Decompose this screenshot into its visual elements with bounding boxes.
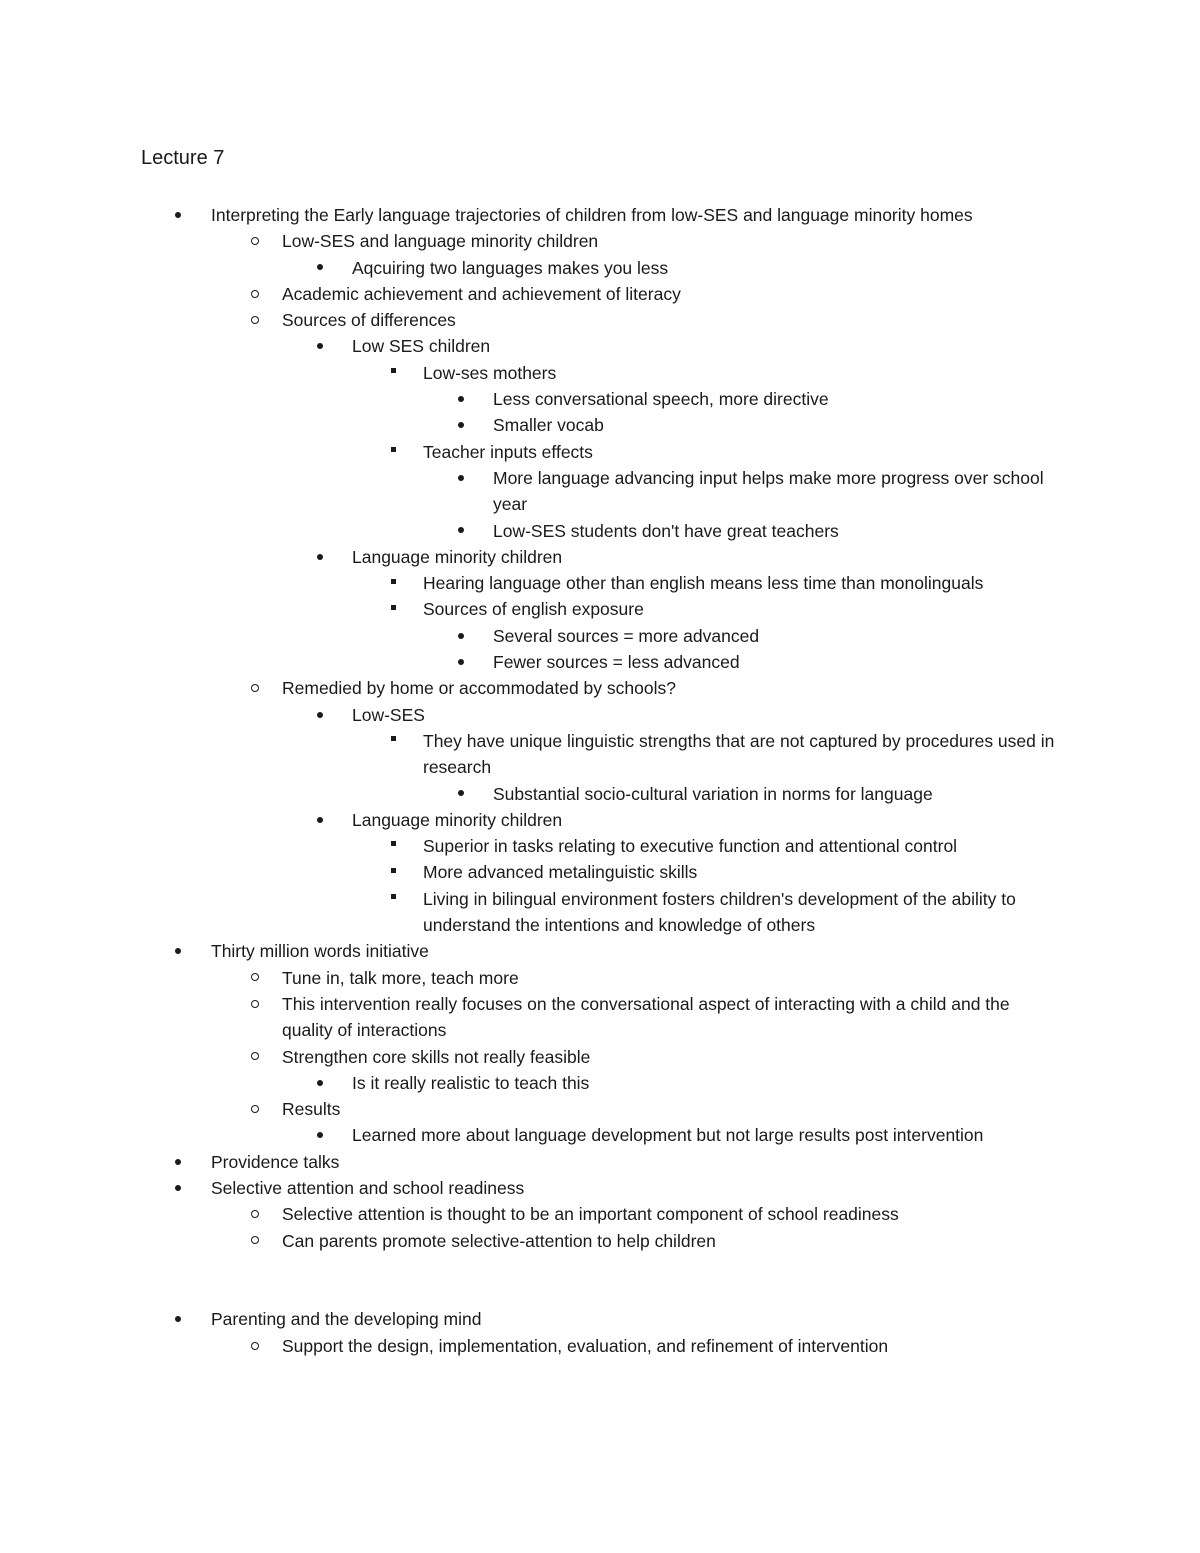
outline-item-text: Selective attention and school readiness (211, 1177, 525, 1198)
bullet-square-icon (386, 859, 400, 885)
outline-item-level-3 (0, 807, 1200, 833)
bullet-dot-icon (313, 1122, 327, 1148)
outline-item-text: Aqcuiring two languages makes you less (352, 257, 669, 278)
outline-item-text: Low-ses mothers (423, 362, 557, 383)
outline-item-text: This intervention really focuses on the conversational aspect of interacting with a child and the quality of interactions (282, 993, 1010, 1041)
outline-item-level-1 (0, 938, 1200, 964)
bullet-dot-icon (171, 202, 185, 228)
outline-item-level-2 (0, 1096, 1200, 1122)
bullet-dot-icon (454, 386, 468, 412)
outline-item-text: Sources of differences (282, 310, 456, 331)
outline-item-text: Low SES children (352, 336, 491, 357)
outline-item-level-2 (0, 1228, 1200, 1254)
outline-item-text: Academic achievement and achievement of literacy (282, 283, 681, 304)
outline-item-text: Strengthen core skills not really feasible (282, 1046, 591, 1067)
outline-list (0, 202, 1200, 1359)
bullet-circle-icon (248, 281, 262, 307)
outline-item-level-2 (0, 1044, 1200, 1070)
outline-item-text: Superior in tasks relating to executive function and attentional control (423, 836, 958, 857)
outline-item-level-5 (0, 623, 1200, 649)
outline-item-text: Sources of english exposure (423, 599, 644, 620)
bullet-dot-icon (313, 702, 327, 728)
bullet-circle-icon (248, 1333, 262, 1359)
outline-item-level-1 (0, 1306, 1200, 1332)
outline-item-level-5 (0, 465, 1200, 518)
outline-item-text: Less conversational speech, more directive (493, 389, 829, 410)
outline-item-level-1 (0, 1175, 1200, 1201)
outline-item-level-2 (0, 1333, 1200, 1359)
outline-item-level-4 (0, 439, 1200, 465)
bullet-circle-icon (248, 307, 262, 333)
outline-item-level-4 (0, 859, 1200, 885)
bullet-circle-icon (248, 1096, 262, 1122)
outline-item-text: Interpreting the Early language trajectories of children from low-SES and language minority homes (211, 205, 973, 225)
bullet-circle-icon (248, 1228, 262, 1254)
outline-item-text: More advanced metalinguistic skills (423, 862, 698, 883)
outline-item-text: Results (282, 1099, 341, 1120)
outline-item-level-3 (0, 1122, 1200, 1148)
outline-item-text: Low-SES (352, 704, 425, 725)
outline-item-level-5 (0, 518, 1200, 544)
outline-item-text: Providence talks (211, 1151, 340, 1172)
outline-item-level-4 (0, 570, 1200, 596)
outline-item-text: Substantial socio-cultural variation in norms for language (493, 783, 933, 804)
outline-item-level-4 (0, 886, 1200, 939)
bullet-circle-icon (248, 228, 262, 254)
blank-line (0, 1254, 1200, 1307)
outline-item-level-5 (0, 412, 1200, 438)
outline-item-level-5 (0, 386, 1200, 412)
outline-item-text: Smaller vocab (493, 415, 604, 436)
bullet-square-icon (386, 596, 400, 622)
outline-item-text: Is it really realistic to teach this (352, 1072, 590, 1093)
outline-item-level-2 (0, 307, 1200, 333)
bullet-dot-icon (171, 1149, 185, 1175)
bullet-dot-icon (171, 938, 185, 964)
bullet-square-icon (386, 886, 400, 912)
bullet-dot-icon (171, 1306, 185, 1332)
bullet-dot-icon (313, 544, 327, 570)
outline-item-level-2 (0, 675, 1200, 701)
outline-item-level-2 (0, 965, 1200, 991)
bullet-dot-icon (454, 649, 468, 675)
bullet-square-icon (386, 833, 400, 859)
bullet-dot-icon (313, 1070, 327, 1096)
outline-item-text: Selective attention is thought to be an important component of school readiness (282, 1204, 899, 1225)
bullet-circle-icon (248, 675, 262, 701)
outline-item-level-5 (0, 781, 1200, 807)
bullet-dot-icon (313, 333, 327, 359)
outline-item-text: Several sources = more advanced (493, 625, 760, 646)
outline-item-level-4 (0, 728, 1200, 781)
outline-item-level-2 (0, 1201, 1200, 1227)
outline-item-level-4 (0, 596, 1200, 622)
outline-item-text: They have unique linguistic strengths that are not captured by procedures used in research (423, 730, 1055, 778)
bullet-square-icon (386, 570, 400, 596)
outline-item-level-4 (0, 833, 1200, 859)
outline-item-text: Tune in, talk more, teach more (282, 967, 519, 988)
bullet-circle-icon (248, 1201, 262, 1227)
outline-item-level-3 (0, 544, 1200, 570)
outline-item-text: Parenting and the developing mind (211, 1309, 482, 1330)
bullet-dot-icon (313, 255, 327, 281)
outline-item-text: Language minority children (352, 546, 563, 567)
bullet-dot-icon (454, 412, 468, 438)
outline-item-text: Can parents promote selective-attention to help children (282, 1230, 716, 1251)
outline-item-text: Thirty million words initiative (211, 941, 429, 962)
bullet-dot-icon (454, 781, 468, 807)
outline-item-level-2 (0, 991, 1200, 1044)
document-title: Lecture 7 (141, 147, 225, 169)
outline-item-text: Learned more about language development but not large results post intervention (352, 1125, 984, 1146)
outline-item-level-3 (0, 1070, 1200, 1096)
outline-item-text: Living in bilingual environment fosters children's development of the ability to understand the intentions and knowledge of others (423, 888, 1016, 936)
bullet-square-icon (386, 360, 400, 386)
outline-item-level-1 (0, 202, 1200, 228)
outline-item-level-3 (0, 255, 1200, 281)
outline-item-level-3 (0, 333, 1200, 359)
outline-item-text: Low-SES students don't have great teachers (493, 520, 839, 541)
bullet-square-icon (386, 728, 400, 754)
bullet-square-icon (386, 439, 400, 465)
outline-item-level-1 (0, 1149, 1200, 1175)
outline-item-text: More language advancing input helps make more progress over school year (493, 467, 1044, 515)
outline-item-text: Support the design, implementation, evaluation, and refinement of intervention (282, 1335, 889, 1356)
outline-item-level-2 (0, 228, 1200, 254)
bullet-circle-icon (248, 991, 262, 1017)
outline-item-level-4 (0, 360, 1200, 386)
outline-item-text: Fewer sources = less advanced (493, 652, 740, 673)
bullet-dot-icon (171, 1175, 185, 1201)
bullet-dot-icon (454, 623, 468, 649)
bullet-dot-icon (454, 465, 468, 491)
outline-item-level-5 (0, 649, 1200, 675)
outline-item-text: Teacher inputs effects (423, 441, 593, 462)
outline-item-level-3 (0, 702, 1200, 728)
outline-item-level-2 (0, 281, 1200, 307)
bullet-dot-icon (454, 518, 468, 544)
bullet-dot-icon (313, 807, 327, 833)
bullet-circle-icon (248, 965, 262, 991)
outline-item-text: Hearing language other than english means less time than monolinguals (423, 573, 984, 594)
outline-item-text: Language minority children (352, 809, 563, 830)
bullet-circle-icon (248, 1044, 262, 1070)
outline-item-text: Remedied by home or accommodated by schools? (282, 678, 676, 699)
outline-item-text: Low-SES and language minority children (282, 231, 599, 252)
